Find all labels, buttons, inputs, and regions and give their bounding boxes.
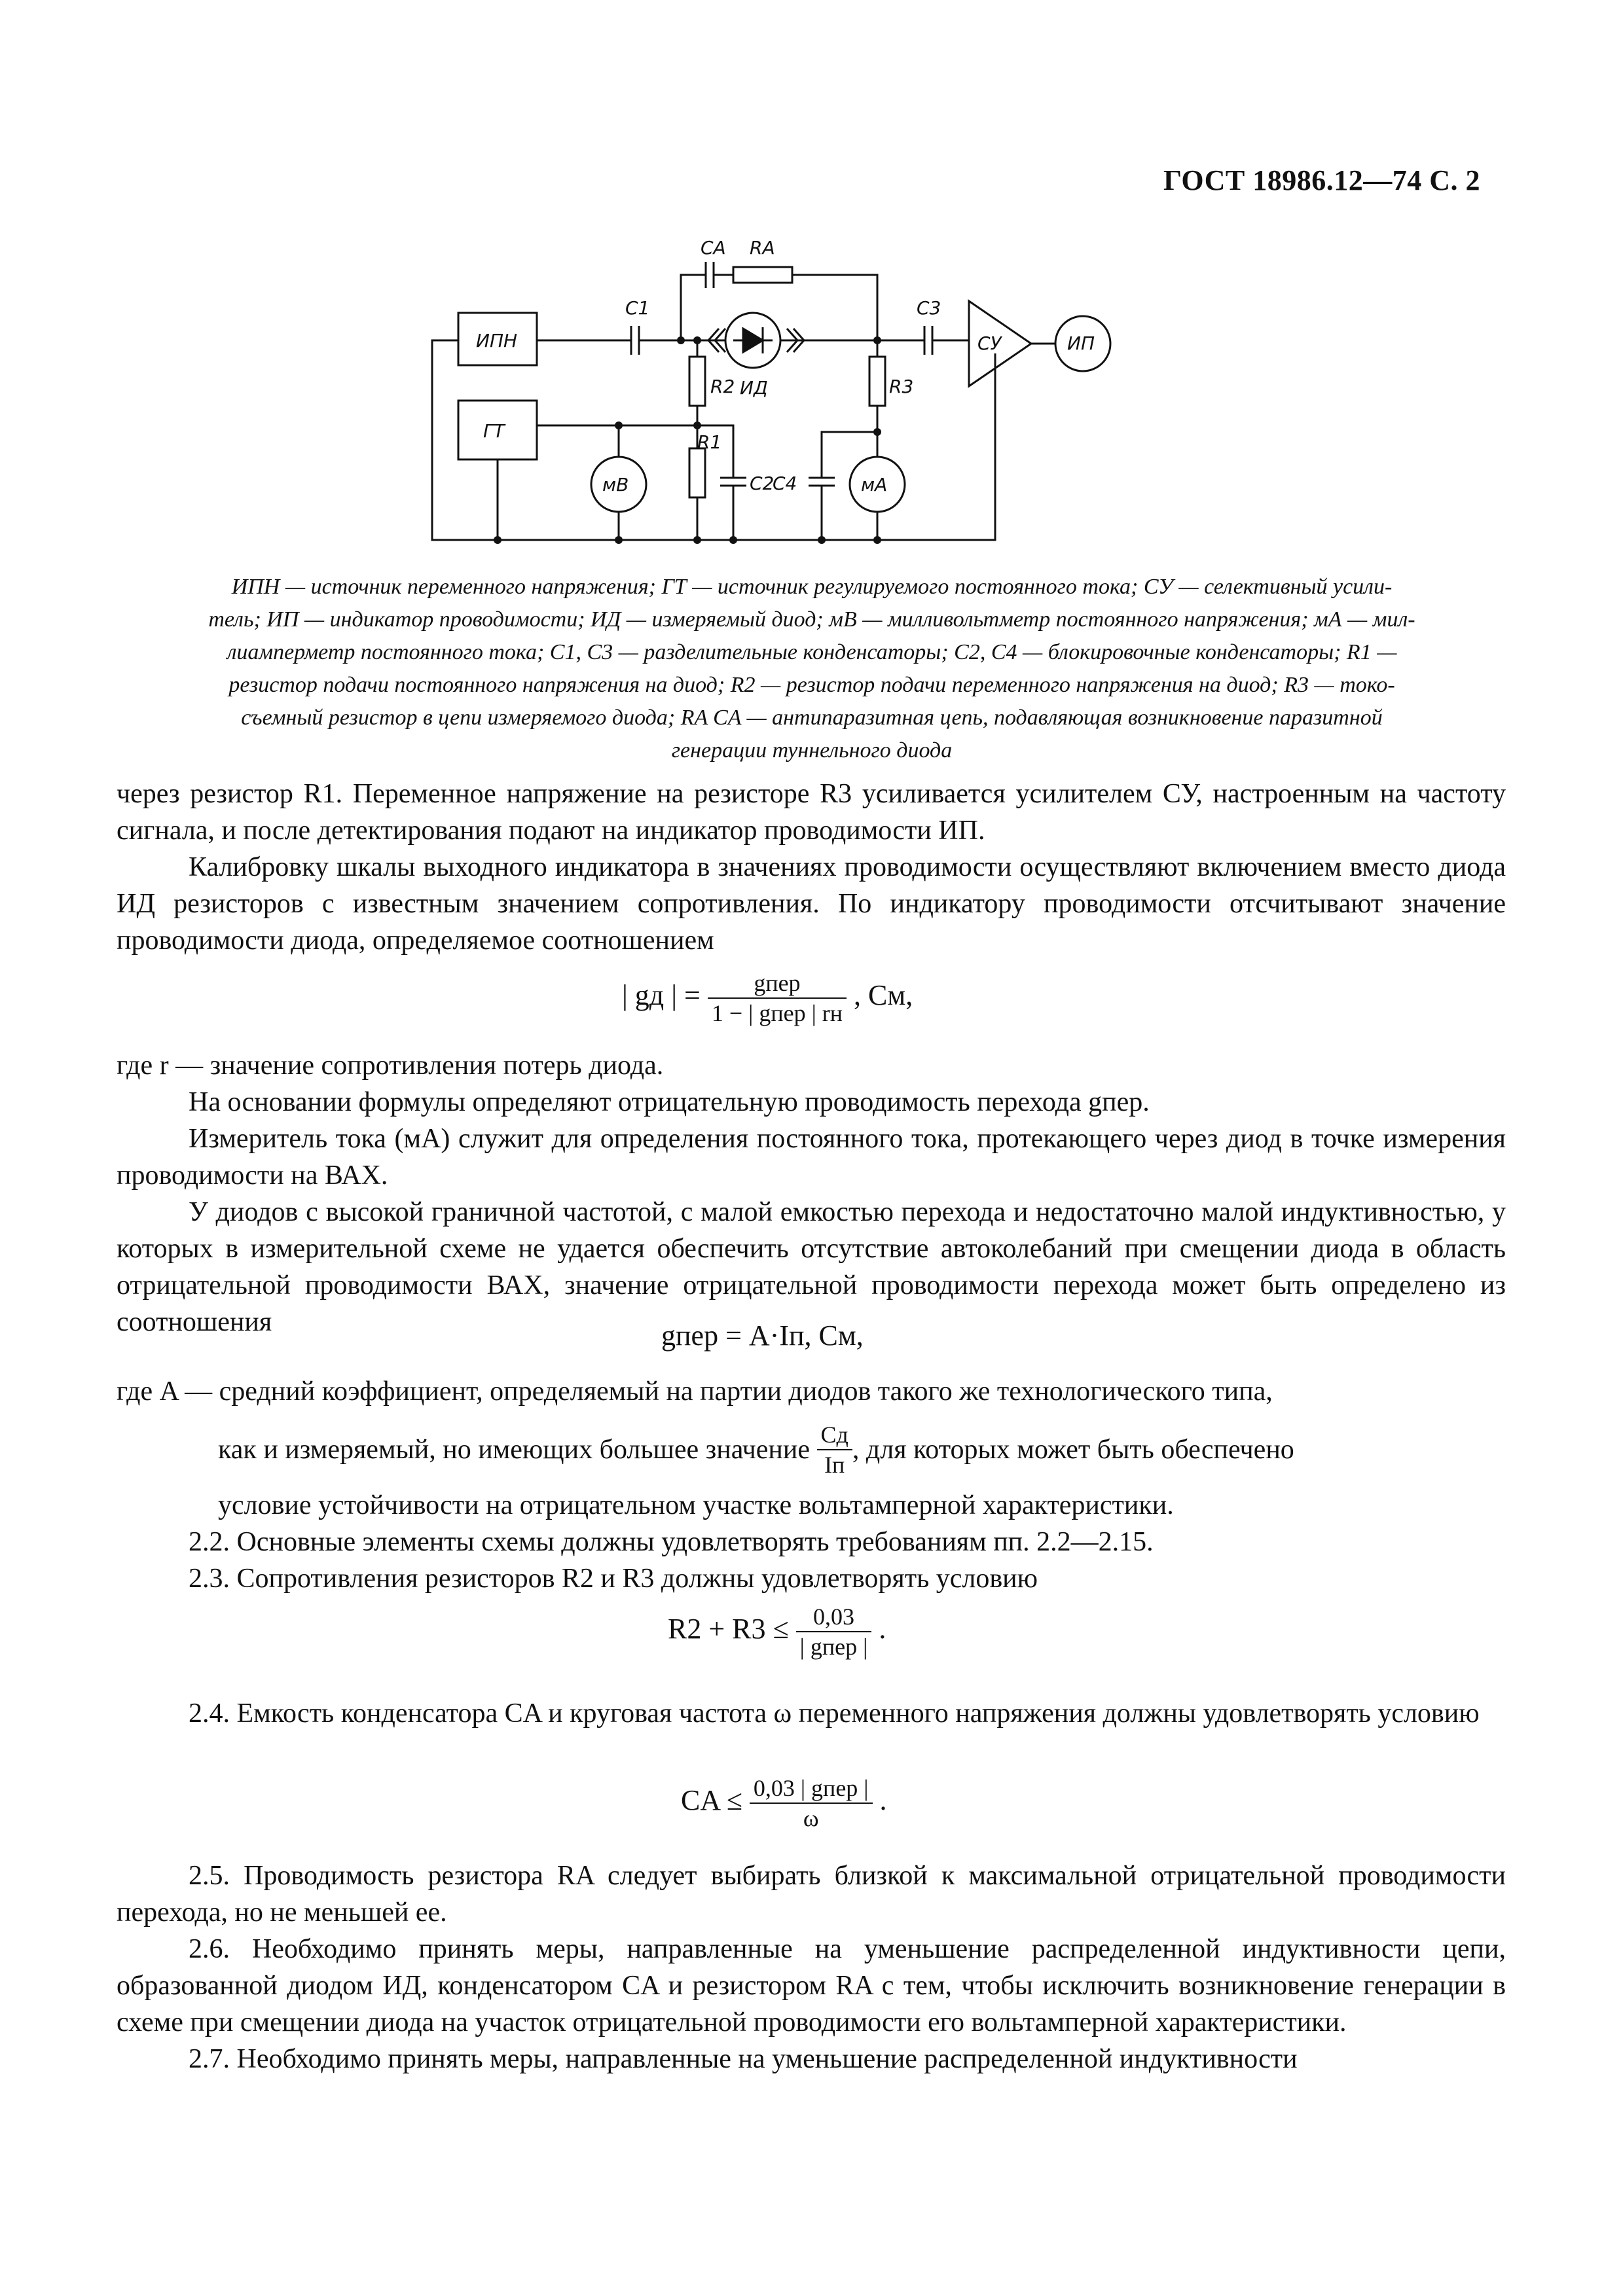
caption-line: лиамперметр постоянного тока; C1, C3 — разделительные конденсаторы; C2, C4 — блокировочные конденсаторы; R1 — [227,640,1397,664]
label-su: СУ [977,332,1002,354]
denominator: ω [803,1805,819,1831]
numerator: gпер [708,969,847,999]
paragraph: 2.6. Необходимо принять меры, направленные на уменьшение распределенной индуктивности цепи, образованной диодом ИД, конденсатором CA и резистором RA с тем, чтобы исключить возникновение генерации в схеме при смещении диода на участок отрицательной проводимости его вольтамперной характеристики. [117,1934,1506,2037]
paragraph: 2.2. Основные элементы схемы должны удовлетворять требованиям пп. 2.2—2.15. [189,1527,1154,1557]
label-ipn: ИПН [476,330,518,351]
numerator: 0,03 | gпер | [750,1774,873,1804]
formula-conductance [622,969,913,1028]
caption-line: ИПН — источник переменного напряжения; ГТ — источник регулируемого постоянного тока; СУ — селективный усили- [231,575,1393,599]
paragraph: 2.4. Емкость конденсатора CA и круговая частота ω переменного напряжения должны удовлетворять условию [189,1698,1480,1729]
body-block-4 [117,1487,1506,1597]
label-r1: R1 [697,431,722,453]
formula-resistors [668,1602,886,1661]
label-c3: C3 [917,297,941,319]
denominator: 1 − | gпер | rн [711,1000,843,1026]
denominator: Iп [824,1452,845,1478]
caption-line: генерации туннельного диода [671,738,953,762]
paragraph: 2.5. Проводимость резистора RA следует выбирать близкой к максимальной отрицательной проводимости перехода, но не меньшей ее. [117,1861,1506,1928]
caption-line: тель; ИП — индикатор проводимости; ИД — измеряемый диод; мВ — милливольтметр постоянного напряжения; мА — мил- [208,607,1415,632]
paragraph: Калибровку шкалы выходного индикатора в значениях проводимости осуществляют включением вместо диода ИД резисторов с известным значением сопротивления. По индикатору проводимости отсчитывают значение проводимости диода, определяемое соотношением [117,852,1506,956]
label-r3: R3 [889,376,914,397]
caption-line: резистор подачи постоянного напряжения на диод; R2 — резистор подачи переменного напряжения на диод; R3 — токо- [228,673,1395,697]
label-gt: ГТ [483,420,505,442]
label-c1: C1 [625,297,650,319]
denominator: | gпер | [799,1634,868,1660]
paragraph: У диодов с высокой граничной частотой, с малой емкостью перехода и недостаточно малой индуктивностью, у которых в измерительной схеме не удается обеспечить отсутствие автоколебаний при смещении диода в область отрицательной проводимости ВАХ, значение отрицательной проводимости перехода может быть определено из соотношения [117,1197,1506,1337]
body-line-ratio [117,1420,1506,1479]
body-block-2 [117,1047,1506,1340]
circuit-diagram [393,209,1152,563]
paragraph: Измеритель тока (мА) служит для определения постоянного тока, протекающего через диод в точке измерения проводимости на ВАХ. [117,1124,1506,1191]
fraction [817,1420,852,1479]
formula-end: . [879,1784,887,1817]
label-mv: мВ [602,474,629,495]
fraction [708,969,847,1028]
body-block-6 [117,1857,1506,2077]
body-block-5 [117,1695,1506,1732]
label-c4: C4 [773,473,797,494]
label-ca: CA [701,237,726,259]
formula-lhs: | gд | = [622,979,701,1012]
fraction [796,1602,872,1661]
figure-caption [131,571,1493,767]
label-c2: C2 [750,473,775,494]
formula-capacitor [681,1774,887,1833]
numerator: 0,03 [796,1602,872,1632]
formula-unit: , См, [854,979,913,1012]
paragraph: где A — средний коэффициент, определяемый на партии диодов такого же технологического типа, [117,1376,1273,1407]
formula-lhs: CA ≤ [681,1784,742,1817]
body-block-1 [117,776,1506,959]
text-run: , для которых может быть обеспечено [852,1435,1294,1465]
label-ra: RA [750,237,775,259]
body-block-3 [117,1373,1506,1410]
page-header: ГОСТ 18986.12—74 С. 2 [1163,164,1480,196]
label-id: ИД [740,377,768,399]
text-run: как и измеряемый, но имеющих большее значение [218,1435,811,1465]
label-ma: мА [861,474,888,495]
paragraph: 2.3. Сопротивления резисторов R2 и R3 должны удовлетворять условию [189,1564,1038,1594]
formula-end: . [879,1613,886,1645]
paragraph: На основании формулы определяют отрицательную проводимость перехода gпер. [189,1087,1150,1117]
paragraph: 2.7. Необходимо принять меры, направленные на уменьшение распределенной индуктивности [189,2044,1298,2074]
fraction [750,1774,873,1833]
numerator: Cд [817,1420,852,1450]
caption-line: съемный резистор в цепи измеряемого диода; RA CA — антипаразитная цепь, подавляющая возникновение паразитной [241,706,1383,730]
formula-gper: gпер = A·Iп, См, [661,1319,864,1352]
paragraph: условие устойчивости на отрицательном участке вольтамперной характеристики. [218,1490,1174,1520]
paragraph: где r — значение сопротивления потерь диода. [117,1050,664,1081]
label-r2: R2 [710,376,735,397]
paragraph: через резистор R1. Переменное напряжение на резисторе R3 усиливается усилителем СУ, настроенным на частоту сигнала, и после детектирования подают на индикатор проводимости ИП. [117,779,1506,846]
label-ip: ИП [1067,332,1095,354]
formula-lhs: R2 + R3 ≤ [668,1613,789,1645]
